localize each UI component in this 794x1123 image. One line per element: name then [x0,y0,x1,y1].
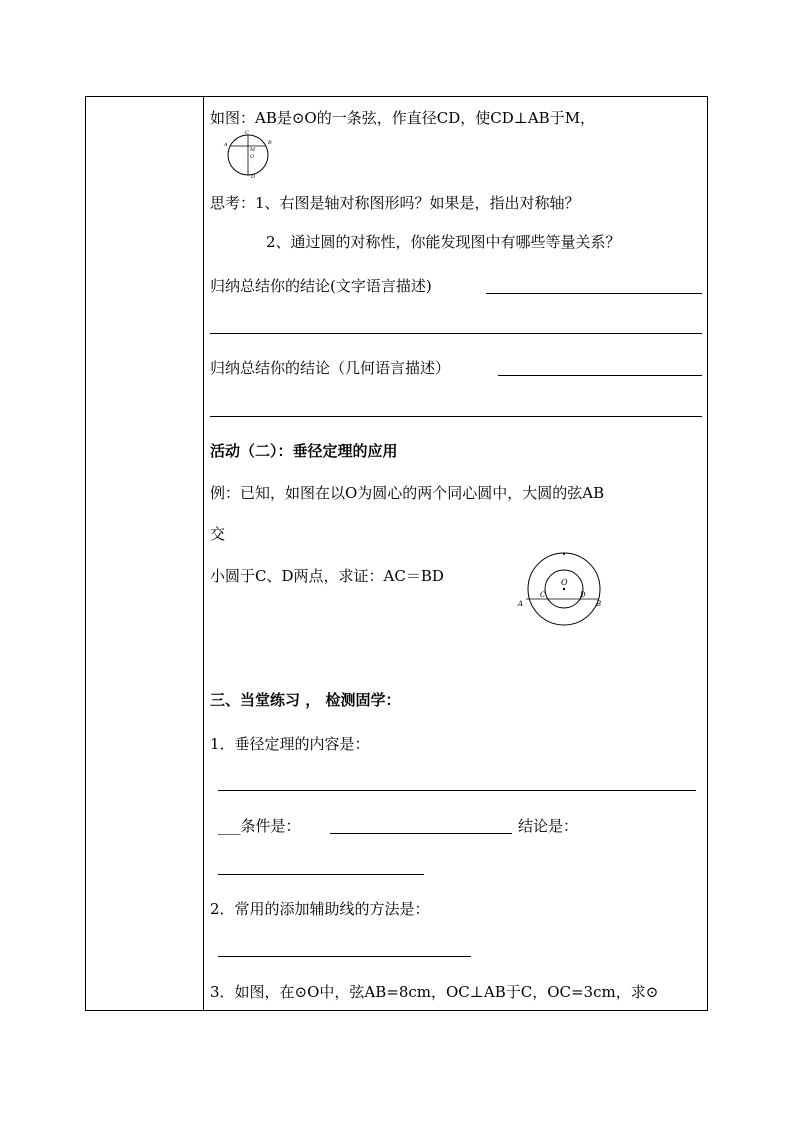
example-line-1: 例：已知，如图在以O为圆心的两个同心圆中，大圆的弦AB [210,484,605,502]
label-a-2: A [518,600,524,608]
intro-text: 如图：AB是⊙O的一条弦，作直径CD，使CD⊥AB于M， [210,109,596,127]
label-d: D [251,174,256,178]
concentric-circles-figure [516,552,608,628]
theorem-content-blank[interactable] [218,790,696,791]
thinking-q1: 思考：1、右图是轴对称图形吗？如果是，指出对称轴？ [210,194,580,212]
section3-heading: 三、当堂练习 ， 检测固学： [210,691,401,709]
thinking-q2: 2、通过圆的对称性，你能发现图中有哪些等量关系？ [266,233,621,251]
condition-blank[interactable] [330,833,512,834]
summary-text-blank[interactable] [486,293,702,294]
label-o: O [250,154,255,160]
label-b-2: B [596,600,602,608]
column-divider [203,97,204,1010]
summary-text-label: 归纳总结你的结论(文字语言描述) [210,277,432,295]
label-c-2: C [540,591,546,599]
auxiliary-line-blank[interactable] [218,956,471,957]
section3-q3: 3．如图，在⊙O中，弦AB=8cm，OC⊥AB于C，OC=3cm，求⊙ [210,983,659,1001]
label-a: A [224,142,228,148]
activity2-heading: 活动（二）：垂径定理的应用 [210,442,398,460]
summary-geometry-label: 归纳总结你的结论（几何语言描述） [210,359,451,377]
center-point [563,588,565,590]
label-c: C [245,130,249,136]
label-m: M [250,147,256,153]
summary-geometry-blank[interactable] [498,375,702,376]
chord-diameter-figure [222,128,278,178]
section3-q1: 1．垂径定理的内容是： [210,735,370,753]
condition-label: ___条件是： [218,817,301,835]
example-line-2: 交 [210,525,226,543]
conclusion-blank[interactable] [218,874,424,875]
conclusion-label: 结论是： [518,817,579,835]
summary-geometry-blank-2[interactable] [210,416,702,417]
label-b: B [268,140,272,146]
section3-q2: 2．常用的添加辅助线的方法是： [210,900,430,918]
example-line-3: 小圆于C、D两点，求证：AC＝BD [210,567,444,585]
label-d-2: D [580,591,586,599]
summary-text-blank-2[interactable] [210,333,702,334]
label-o-2: O [561,578,568,587]
top-point [563,553,565,555]
